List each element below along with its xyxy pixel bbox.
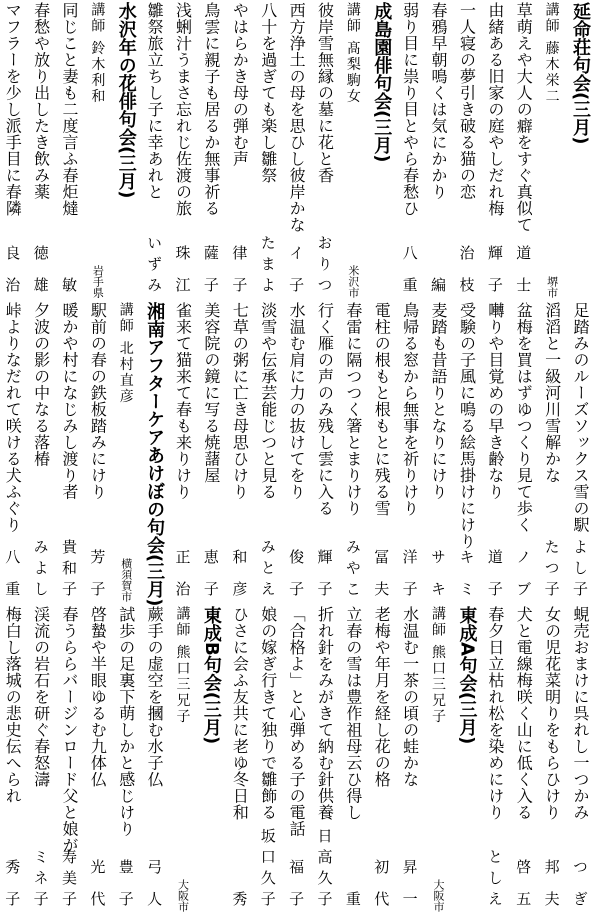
haiku-author: 冨 夫	[372, 549, 391, 602]
section-title: 延命荘句会(三月)	[570, 2, 591, 145]
section-place: 大阪市	[176, 879, 190, 912]
haiku-author: つ ぎ	[571, 859, 589, 912]
lecturer: 講師 熊口三兄子	[430, 606, 447, 725]
haiku-author: 芳 子	[88, 549, 107, 602]
haiku-text: やはらかき母の弾む声	[230, 2, 250, 167]
haiku-text: 啓蟄や半眼ゆるむ九体仏	[88, 606, 108, 788]
haiku-author: 秀 子	[3, 859, 22, 912]
haiku-author: サ キ	[429, 549, 448, 602]
haiku-author: いずみ	[145, 235, 164, 298]
section-title-column	[140, 302, 168, 607]
lecturer: 講師 北村直彦	[117, 302, 134, 405]
haiku-text: 雛祭旅立ちし子に幸あれと	[145, 2, 165, 200]
haiku-column	[253, 302, 281, 602]
lecturer: 講師 鈴木利和	[89, 2, 106, 105]
tier-middle	[0, 302, 600, 607]
haiku-text: 春うららバージンロード父と娘が	[59, 606, 79, 854]
column-list	[0, 2, 594, 298]
haiku-author: 坂口久子	[258, 828, 277, 912]
haiku-column	[338, 302, 366, 602]
haiku-text: 受験の子風に鳴る絵馬掛けにけり	[457, 302, 477, 550]
column-list	[0, 606, 594, 912]
section-title: 湘南アフターケアあけぼの句会(三月)	[144, 302, 166, 607]
haiku-column	[367, 302, 395, 602]
haiku-text: 老梅や年月を経し花の格	[372, 606, 392, 788]
haiku-author: 輝 子	[485, 245, 504, 298]
lecturer-column	[168, 606, 196, 912]
haiku-column	[509, 2, 537, 298]
haiku-text: 雀来て猫来て春も来りけり	[173, 302, 193, 500]
haiku-author: みとえ	[258, 539, 277, 602]
haiku-text: 夕波の影の中なる落椿	[31, 302, 51, 467]
haiku-column	[26, 606, 54, 912]
haiku-text: 駅前の春の鉄板踏みにけり	[88, 302, 108, 500]
haiku-text: 由緒ある旧家の庭やしだれ梅	[485, 2, 505, 217]
section-place: 大阪市	[432, 879, 446, 912]
haiku-text: 立春の雪は豊作祖母云ひ得し	[343, 606, 363, 821]
haiku-author: イ 子	[287, 245, 306, 298]
haiku-column	[168, 302, 196, 602]
section-title-column	[111, 2, 139, 298]
haiku-author: キ ミ	[457, 549, 476, 602]
haiku-author: おりつ	[315, 235, 334, 298]
haiku-text: 暖かや村になじみし渡り者	[59, 302, 79, 500]
haiku-column	[480, 2, 508, 298]
haiku-author: としえ	[485, 849, 504, 912]
haiku-column	[452, 302, 480, 602]
haiku-column	[452, 2, 480, 298]
haiku-column	[253, 606, 281, 912]
column-list	[0, 302, 594, 607]
haiku-column	[197, 2, 225, 298]
haiku-column	[253, 2, 281, 298]
haiku-author: 輝 子	[315, 549, 334, 602]
haiku-text: 囀りや目覚めの早き齢なり	[485, 302, 505, 500]
haiku-column	[0, 606, 26, 912]
haiku-text: 一人寝の夢引き破る猫の恋	[457, 2, 477, 200]
section-title-column	[452, 606, 480, 912]
haiku-author: 豊 子	[116, 859, 135, 912]
haiku-text: 「合格よ」と心弾める子の電話	[287, 606, 307, 837]
haiku-author: 八 重	[400, 245, 419, 298]
haiku-author: みやこ	[343, 539, 362, 602]
haiku-author: 光 代	[88, 859, 107, 912]
haiku-text: 水温む肩に力の抜けてをり	[287, 302, 307, 500]
haiku-column	[282, 2, 310, 298]
haiku-author: たまよ	[258, 235, 277, 298]
section-title-column	[566, 2, 594, 298]
haiku-author: 律 子	[230, 245, 249, 298]
haiku-column	[55, 2, 83, 298]
haiku-column	[566, 302, 594, 602]
haiku-column	[168, 2, 196, 298]
haiku-text: 滔滔と一級河川雪解かな	[542, 302, 562, 484]
haiku-column	[395, 302, 423, 602]
section-title: 東成A句会(三月)	[456, 606, 478, 745]
haiku-author: 重	[343, 891, 362, 912]
haiku-author: 道 子	[485, 549, 504, 602]
section-place: 岩手県	[91, 265, 105, 298]
haiku-author: 敏	[59, 277, 78, 298]
haiku-text: 電柱の根もと根もとに残る雪	[372, 302, 392, 517]
haiku-author: 昇 一	[400, 859, 419, 912]
haiku-author: 福 子	[287, 859, 306, 912]
section-title-column	[197, 606, 225, 912]
haiku-column	[310, 2, 338, 298]
haiku-author: 洋 子	[400, 549, 419, 602]
haiku-author: 和 彦	[230, 549, 249, 602]
haiku-column	[480, 606, 508, 912]
haiku-column	[338, 606, 366, 912]
haiku-author: 良 治	[3, 245, 22, 298]
haiku-author: 珠 江	[173, 245, 192, 298]
lecturer-column	[83, 2, 111, 298]
haiku-column	[537, 606, 565, 912]
haiku-text: 西方浄土の母を思ひし彼岸かな	[287, 2, 307, 233]
haiku-author: 秀	[230, 891, 249, 912]
haiku-column	[140, 606, 168, 912]
section-title: 水沢年の花俳句会(三月)	[115, 2, 137, 199]
haiku-column	[310, 606, 338, 912]
haiku-column	[509, 302, 537, 602]
haiku-column	[537, 302, 565, 602]
haiku-column	[225, 302, 253, 602]
lecturer-column	[111, 302, 139, 602]
haiku-text: 峠よりなだれて咲ける犬ふぐり	[3, 302, 23, 533]
haiku-text: 鳥帰る窓から無事を祈りけり	[400, 302, 420, 517]
section-place: 横須賀市	[119, 558, 133, 602]
haiku-column	[367, 606, 395, 912]
haiku-text: 試歩の足裏下萌しかと感じけり	[116, 606, 136, 837]
haiku-text: 女の児花菜明りをもらひけり	[542, 606, 562, 821]
haiku-text: 同じこと妻も二度言ふ春炬燵	[59, 2, 79, 217]
section-place: 米沢市	[346, 265, 360, 298]
section-title: 成島園俳句会(三月)	[371, 2, 393, 163]
haiku-text: 行く雁の声のみ残し雲に入る	[315, 302, 335, 517]
haiku-author: 寿美子	[59, 849, 78, 912]
haiku-text: 彼岸雪無縁の墓に花と香	[315, 2, 335, 184]
haiku-text: 淡雪や伝承芸能じつと見る	[258, 302, 278, 500]
haiku-column	[282, 302, 310, 602]
haiku-text: 蜆売おまけに呉れし一つかみ	[571, 606, 590, 821]
haiku-column	[55, 302, 83, 602]
haiku-column	[140, 2, 168, 298]
haiku-text: 浅蜊汁うまさ忘れじ佐渡の旅	[173, 2, 193, 217]
haiku-author: 正 治	[173, 549, 192, 602]
haiku-author: 薩 子	[201, 245, 220, 298]
haiku-author: たつ子	[542, 539, 561, 602]
haiku-column	[395, 2, 423, 298]
section-title-column	[367, 2, 395, 298]
haiku-text: 蕨手の虚空を摑む水子仏	[145, 606, 165, 788]
lecturer: 講師 熊口三兄子	[174, 606, 191, 725]
haiku-author: 貴和子	[59, 539, 78, 602]
haiku-text: 水温む一茶の頃の蛙かな	[400, 606, 420, 788]
haiku-author: ミネ子	[31, 849, 50, 912]
lecturer: 講師 髙梨駒女	[344, 2, 361, 105]
haiku-column	[225, 606, 253, 912]
haiku-text: 八十を過ぎても楽し雛祭	[258, 2, 278, 184]
haiku-author: 日高久子	[315, 828, 334, 912]
haiku-text: 麦踏も昔語りとなりにけり	[429, 302, 449, 500]
haiku-author: 恵 子	[201, 549, 220, 602]
haiku-text: 渓流の岩石を研ぐ春怒濤	[31, 606, 51, 788]
haiku-column	[0, 2, 26, 298]
haiku-text: 弱り目に祟り目とやら春愁ひ	[400, 2, 420, 217]
haiku-text: 七草の粥に亡き母思ひけり	[230, 302, 250, 500]
lecturer-column	[537, 2, 565, 298]
haiku-column	[111, 606, 139, 912]
haiku-author: よし子	[571, 539, 589, 602]
haiku-column	[424, 2, 452, 298]
haiku-text: 盆梅を買はずゆつくり見て歩く	[514, 302, 534, 533]
haiku-text: 娘の嫁ぎ行きて独りで雛飾る	[258, 606, 278, 821]
haiku-author: 俊 子	[287, 549, 306, 602]
haiku-author: 編	[429, 277, 448, 298]
haiku-column	[480, 302, 508, 602]
haiku-text: 鳥雲に親子も居るか無事祈る	[201, 2, 221, 217]
haiku-column	[566, 606, 594, 912]
haiku-text: 春愁や放り出したき飲み薬	[31, 2, 51, 200]
haiku-text: 梅白し落城の悲史伝へられ	[3, 606, 23, 804]
haiku-column	[225, 2, 253, 298]
haiku-author: 邦 夫	[542, 859, 561, 912]
haiku-author: ノ ブ	[514, 549, 533, 602]
haiku-column	[509, 606, 537, 912]
haiku-column	[310, 302, 338, 602]
haiku-text: 春夕日立枯れ松を染めにけり	[485, 606, 505, 821]
haiku-text: 犬と電線梅咲く山に低く入る	[514, 606, 534, 821]
haiku-author: 八 重	[3, 549, 22, 602]
haiku-column	[83, 606, 111, 912]
tier-bottom	[0, 606, 600, 912]
haiku-column	[55, 606, 83, 912]
lecturer-column	[424, 606, 452, 912]
haiku-author: みよし	[31, 539, 50, 602]
haiku-author: 初 代	[372, 859, 391, 912]
haiku-text: ひさに会ふ友共に老ゆ冬日和	[230, 606, 250, 821]
haiku-author: 道 士	[514, 245, 533, 298]
haiku-column	[282, 606, 310, 912]
haiku-author: 治 枝	[457, 245, 476, 298]
section-place: 堺市	[545, 276, 559, 298]
haiku-column	[26, 2, 54, 298]
haiku-column	[0, 302, 26, 602]
section-title: 東成B句会(三月)	[200, 606, 222, 745]
haiku-text: 春雷に隔つつく箸とまりけり	[343, 302, 363, 517]
haiku-text: 春鴉早朝鳴くは気にかかり	[429, 2, 449, 200]
haiku-text: 足踏みのルーズソックス雪の駅	[571, 302, 590, 533]
haiku-text: 美容院の鏡に写る焼藷屋	[201, 302, 221, 484]
haiku-column	[395, 606, 423, 912]
haiku-author: 弓 人	[145, 859, 164, 912]
lecturer: 講師 藤木栄二	[543, 2, 560, 105]
haiku-column	[197, 302, 225, 602]
lecturer-column	[338, 2, 366, 298]
haiku-column	[424, 302, 452, 602]
haiku-text: 折れ針をみがきて納む針供養	[315, 606, 335, 821]
haiku-column	[26, 302, 54, 602]
haiku-author: 徳 雄	[31, 245, 50, 298]
haiku-text: マフラーを少し派手目に春隣	[3, 2, 23, 217]
haiku-column	[83, 302, 111, 602]
haiku-author: 啓 五	[514, 859, 533, 912]
haiku-text: 草萌えや大人の癖をすぐ真似て	[514, 2, 534, 233]
tier-top	[0, 2, 600, 298]
